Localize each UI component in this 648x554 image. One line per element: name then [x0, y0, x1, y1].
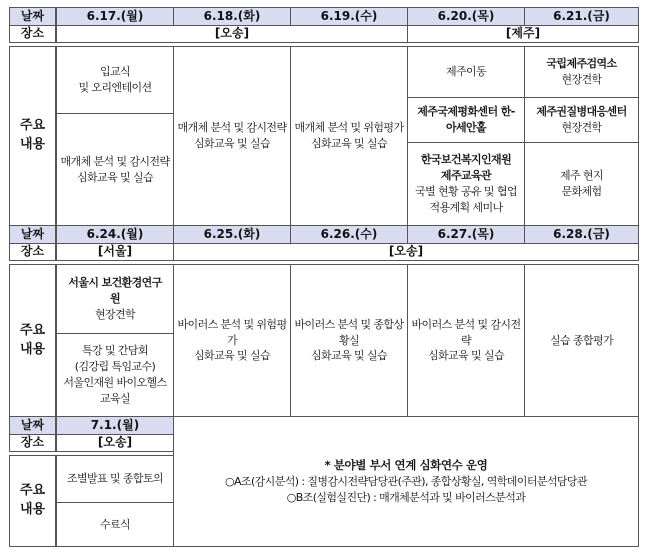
- main-content-label: 주요내용: [9, 264, 56, 417]
- schedule-text: 제주 현지: [559, 169, 603, 183]
- schedule-text: 문화체험: [561, 185, 602, 198]
- venue-name: 서울시 보건환경연구: [68, 276, 162, 290]
- venue-name: 제주교육관: [440, 169, 492, 183]
- schedule-text: 교육실: [99, 391, 131, 405]
- date-cell: 6.27.(목): [407, 225, 525, 244]
- schedule-text: 바이러스 분석 및 위험평: [177, 317, 287, 331]
- schedule-cell: [524, 97, 639, 143]
- main-content-label: 주요내용: [9, 455, 56, 547]
- place-cell: [서울]: [56, 243, 174, 261]
- main-content-label: 주요내용: [9, 46, 56, 226]
- schedule-cell: [56, 113, 174, 226]
- schedule-text: 조별발표 및 종합토의: [66, 472, 164, 486]
- schedule-text: 심화교육 및 실습: [77, 170, 153, 184]
- schedule-text: 서울인재원 바이오헬스: [63, 376, 167, 389]
- venue-name: 아세안홀: [445, 121, 487, 134]
- schedule-text: 현장견학: [94, 307, 136, 321]
- schedule-text: 심화교육 및 실습: [311, 137, 387, 150]
- schedule-cell: [407, 46, 525, 98]
- schedule-cell: [524, 142, 639, 226]
- schedule-cell: [56, 502, 174, 547]
- schedule-text: 가: [226, 333, 238, 347]
- schedule-cell: [173, 264, 291, 417]
- venue-name: 제주권질병대응센터: [536, 105, 627, 119]
- date-cell: 6.18.(화): [173, 7, 291, 26]
- schedule-text: 국별 현황 공유 및 협업: [415, 185, 517, 198]
- schedule-text: 심화교육 및 실습: [311, 349, 387, 363]
- note-box: [173, 416, 639, 547]
- schedule-text: 현장견학: [561, 121, 602, 134]
- schedule-text: 바이러스 분석 및 감시전: [411, 317, 521, 331]
- schedule-text: 입교식: [99, 65, 131, 79]
- schedule-text: 심화교육 및 실습: [194, 349, 270, 363]
- schedule-text: 바이러스 분석 및 종합상: [294, 317, 404, 331]
- date-cell: 6.25.(화): [173, 225, 291, 244]
- schedule-cell: [56, 333, 174, 417]
- date-cell: 6.24.(월): [56, 225, 174, 244]
- schedule-text: 실습 종합평가: [549, 333, 614, 347]
- date-cell: 6.17.(월): [56, 7, 174, 26]
- place-label: 장소: [9, 25, 56, 43]
- schedule-cell: [173, 46, 291, 226]
- schedule-cell: [56, 455, 174, 503]
- schedule-text: 심화교육 및 실습: [194, 137, 270, 150]
- date-cell: 6.26.(수): [290, 225, 408, 244]
- schedule-text: 특강 및 간담회: [82, 344, 148, 358]
- note-title: * 분야별 부서 연계 심화연수 운영: [324, 458, 488, 473]
- venue-name: 제주국제평화센터 한-: [417, 105, 515, 119]
- schedule-text: 현장견학: [561, 73, 602, 86]
- schedule-cell: [524, 264, 639, 417]
- schedule-cell: [56, 264, 174, 334]
- place-label: 장소: [9, 243, 56, 261]
- date-cell: 6.21.(금): [524, 7, 639, 26]
- schedule-text: 수료식: [99, 517, 131, 531]
- schedule-text: 략: [460, 333, 472, 347]
- note-line: ○B조(실험실진단) : 매개체분석과 및 바이러스분석과: [286, 490, 526, 504]
- schedule-text: 적용계획 세미나: [429, 200, 503, 214]
- note-line: ○A조(감시분석) : 질병감시전략담당관(주관), 종합상황실, 역학데이터분석담당관: [225, 474, 587, 488]
- schedule-cell: [290, 264, 408, 417]
- schedule-cell: [407, 264, 525, 417]
- place-label: 장소: [9, 434, 56, 452]
- place-cell: [오송]: [173, 243, 639, 261]
- schedule-text: 매개체 분석 및 감시전략: [60, 154, 170, 168]
- schedule-cell: [407, 142, 525, 226]
- schedule-text: 제주이동: [445, 65, 487, 79]
- date-cell: 6.28.(금): [524, 225, 639, 244]
- date-label: 날짜: [9, 225, 56, 244]
- place-cell: [제주]: [407, 25, 639, 43]
- venue-name: 한국보건복지인재원: [420, 153, 512, 167]
- date-cell: 7.1.(월): [56, 416, 174, 435]
- venue-name: 원: [109, 292, 121, 306]
- schedule-cell: [407, 97, 525, 143]
- date-label: 날짜: [9, 7, 56, 26]
- date-cell: 6.20.(목): [407, 7, 525, 26]
- schedule-cell: [524, 46, 639, 98]
- schedule-text: 매개체 분석 및 감시전략: [177, 121, 287, 135]
- schedule-cell: [290, 46, 408, 226]
- schedule-text: 및 오리엔테이션: [78, 81, 152, 94]
- schedule-text: (김강립 특임교수): [74, 360, 156, 374]
- date-cell: 6.19.(수): [290, 7, 408, 26]
- place-cell: [오송]: [56, 25, 408, 43]
- schedule-cell: [56, 46, 174, 114]
- schedule-text: 황실: [338, 333, 360, 347]
- venue-name: 국립제주검역소: [546, 57, 617, 71]
- schedule-text: 매개체 분석 및 위험평가: [294, 121, 404, 135]
- schedule-text: 심화교육 및 실습: [428, 349, 504, 363]
- place-cell: [오송]: [56, 434, 174, 452]
- date-label: 날짜: [9, 416, 56, 435]
